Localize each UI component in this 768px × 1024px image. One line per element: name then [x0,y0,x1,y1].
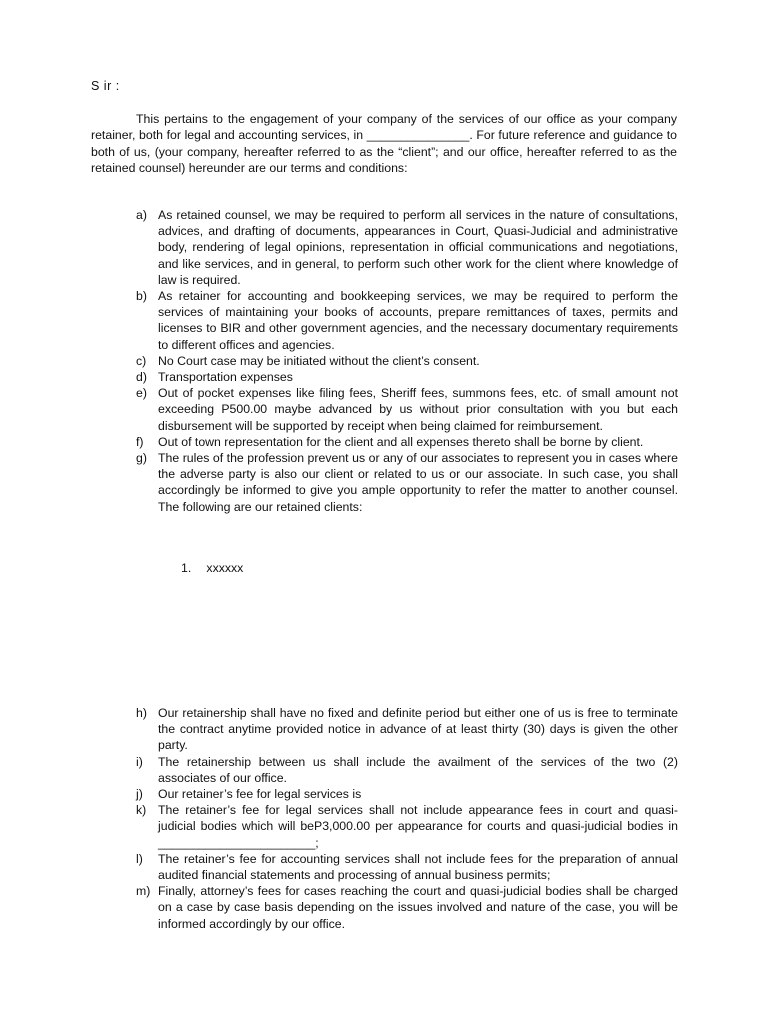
retained-client-marker: 1. [181,561,192,575]
term-f-marker: f) [136,434,144,449]
term-h-text: Our retainership shall have no fixed and definite period but either one of us is free to terminate the contract anytime provided notice in advance of at least thirty (30) days is given the other party. [158,706,678,753]
term-f [0,434,768,450]
term-k-marker: k) [136,803,147,818]
term-a-marker: a) [136,208,147,222]
term-e-text: Out of pocket expenses like filing fees, Sheriff fees, summons fees, etc. of small amount not exceeding P500.00 maybe advanced by us without prior consultation with you but each disbursement will be supported by receipt when being claimed for reimbursement. [158,386,678,433]
term-f-text: Out of town representation for the client and all expenses thereto shall be borne by client. [158,434,644,449]
term-i-text: The retainership between us shall include the availment of the services of the two (2) associates of our office. [158,754,678,785]
retained-client-name: xxxxxx [206,561,244,575]
term-g-marker: g) [136,451,147,466]
term-b [0,288,768,353]
term-c [0,353,768,369]
term-m-text: Finally, attorney’s fees for cases reaching the court and quasi-judicial bodies shall be charged on a case by case basis depending on the issues involved and nature of the case, you will be informed accordingly by our office. [158,884,678,931]
retained-clients-list [181,560,243,576]
term-l [0,851,768,883]
term-b-marker: b) [136,289,147,304]
retained-client-item [181,560,243,576]
term-k-text: The retainer’s fee for legal services shall not include appearance fees in court and quasi-judicial bodies which will beP3,000.00 per appearance for courts and quasi-judicial bodies in _______________________; [158,803,678,850]
term-e-marker: e) [136,386,147,401]
intro-paragraph: This pertains to the engagement of your company of the services of our office as your company retainer, both for legal and accounting services, in _______________. For future reference and guidance to both of us, (your company, hereafter referred to as the “client”; and our office, hereafter referred to as the retained counsel) hereunder are our terms and conditions: [91,112,677,176]
term-l-text: The retainer’s fee for accounting services shall not include fees for the preparation of annual audited financial statements and processing of annual business permits; [158,851,678,883]
term-i [0,754,768,786]
term-k [0,802,768,851]
term-b-text: As retainer for accounting and bookkeeping services, we may be required to perform the services of maintaining your books of accounts, prepare remittances of taxes, permits and licenses to BIR and other government agencies, and the necessary documentary requirements to different offices and agencies. [158,289,678,352]
term-j-marker: j) [136,787,143,802]
term-g-text: The rules of the profession prevent us or any of our associates to represent you in cases where the adverse party is also our client or related to us or our associate. In such case, you shall accordingly be informed to give you ample opportunity to refer the matter to another counsel. The following are our retained clients: [158,451,678,514]
term-m-marker: m) [136,884,151,899]
term-g [0,450,768,515]
term-i-marker: i) [136,754,143,769]
term-l-marker: l) [136,851,143,866]
term-a-text: As retained counsel, we may be required to perform all services in the nature of consultations, advices, and drafting of documents, appearances in Court, Quasi-Judicial and administrative body, rendering of legal opinions, representation in official communications and negotiations, and like services, and in general, to perform such other work for the client where knowledge of law is required. [158,208,678,287]
term-c-marker: c) [136,353,147,368]
term-h [0,705,768,754]
term-m [0,883,768,932]
term-a [0,207,768,288]
term-e [0,385,768,434]
term-c-text: No Court case may be initiated without the client’s consent. [158,353,480,368]
term-d [0,369,768,385]
term-j-text: Our retainer’s fee for legal services is [158,787,362,802]
term-h-marker: h) [136,706,147,720]
term-d-marker: d) [136,370,147,385]
terms-list-part-2 [0,705,768,932]
terms-list-part-1 [0,207,768,515]
term-j [0,786,768,802]
term-d-text: Transportation expenses [158,370,293,385]
salutation: S ir : [91,79,120,93]
